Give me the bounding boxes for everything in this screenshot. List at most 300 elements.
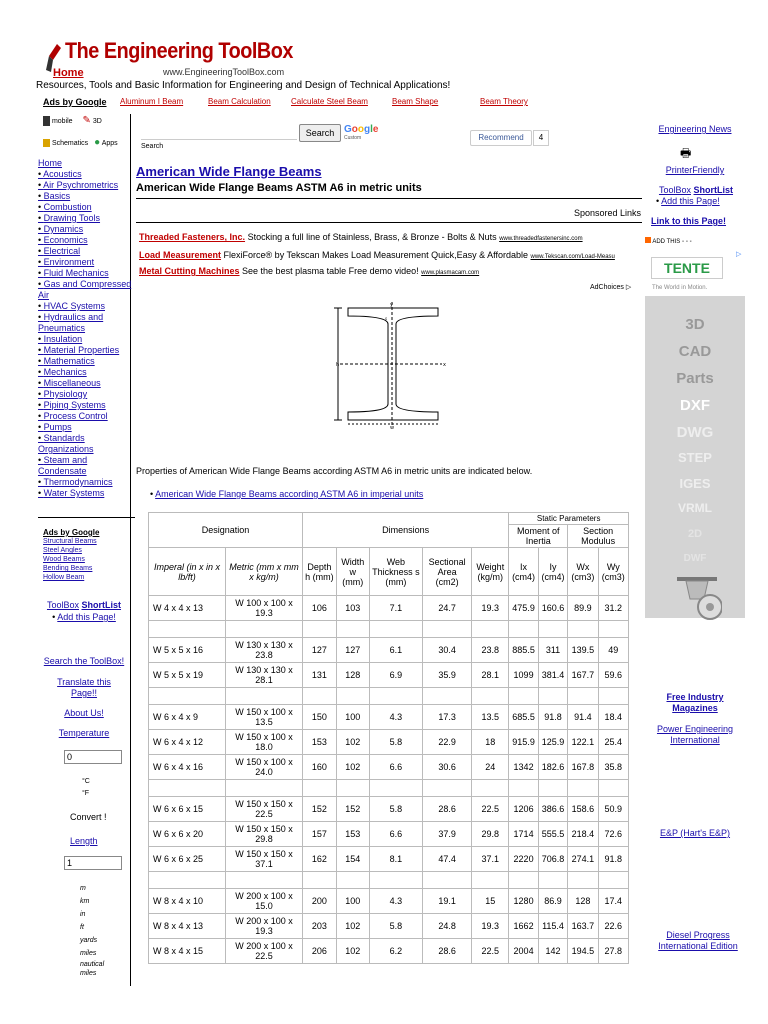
table-cell: W 150 x 100 x 13.5 (226, 705, 303, 730)
beam-table-body (149, 596, 629, 964)
table-cell: W 8 x 4 x 15 (149, 939, 226, 964)
table-cell (336, 621, 369, 638)
table-cell (423, 872, 472, 889)
nav-item[interactable]: • Process Control (38, 411, 133, 422)
svg-text:y: y (390, 302, 393, 308)
left-add-page: • Add this Page! (52, 612, 116, 622)
table-cell: W 130 x 130 x 23.8 (226, 638, 303, 663)
table-cell (598, 872, 628, 889)
col-imperial: Imperal (in x in x lb/ft) (149, 548, 226, 596)
table-cell: 139.5 (568, 638, 598, 663)
translate-link[interactable]: Translate this Page!! (57, 677, 111, 698)
ad-title-link[interactable]: Load Measurement (139, 250, 222, 260)
nav-item[interactable]: • Steam and Condensate (38, 455, 133, 477)
table-cell: 152 (336, 797, 369, 822)
unit-option[interactable]: km (80, 898, 90, 905)
table-cell: 91.4 (568, 705, 598, 730)
table-cell: 29.8 (472, 822, 509, 847)
table-spacer-row (149, 780, 629, 797)
adchoices-icon: ▷ (625, 284, 632, 291)
col-group-moment: Moment of Inertia (509, 525, 568, 548)
table-cell: 47.4 (423, 847, 472, 872)
table-cell: 19.3 (472, 914, 509, 939)
table-cell: 28.6 (423, 797, 472, 822)
table-cell: W 150 x 150 x 29.8 (226, 822, 303, 847)
svg-text:h: h (336, 362, 340, 368)
ad-format-label: 3D (685, 316, 705, 333)
table-cell (369, 780, 422, 797)
table-row (149, 889, 629, 914)
table-cell: 4.3 (369, 705, 422, 730)
table-cell: 160.6 (538, 596, 567, 621)
nav-item[interactable]: • Electrical (38, 246, 133, 257)
table-cell: W 6 x 6 x 25 (149, 847, 226, 872)
nav-item[interactable]: • Miscellaneous (38, 378, 133, 389)
ads-by-google-label[interactable]: Ads by Google (43, 97, 107, 107)
table-cell: 59.6 (598, 663, 628, 688)
left-ad-link[interactable]: Structural Beams (43, 538, 97, 545)
table-cell (598, 780, 628, 797)
table-cell: 4.3 (369, 889, 422, 914)
table-cell: W 8 x 4 x 13 (149, 914, 226, 939)
table-row (149, 730, 629, 755)
left-add-page-link[interactable]: Add this Page! (57, 612, 116, 622)
table-cell: 6.9 (369, 663, 422, 688)
table-cell: 24 (472, 755, 509, 780)
sponsored-ad-3: Metal Cutting Machines See the best plasma table Free demo video! www.plasmacam.com (139, 266, 480, 276)
table-cell: 28.6 (423, 939, 472, 964)
ad-url[interactable]: www.plasmacam.com (421, 270, 480, 276)
sponsored-links-label: Sponsored Links (574, 208, 642, 218)
site-tagline: Resources, Tools and Basic Information for Engineering and Design of Technical Applications! (36, 80, 451, 91)
col-width: Width w (mm) (336, 548, 369, 596)
tente-tagline: The World in Motion. (652, 285, 708, 291)
table-cell: 1280 (509, 889, 538, 914)
nav-item[interactable]: • Water Systems (38, 488, 133, 499)
nav-item[interactable]: • Material Properties (38, 345, 133, 356)
nav-item[interactable]: • Drawing Tools (38, 213, 133, 224)
table-cell (509, 688, 538, 705)
ad-format-label: 2D (687, 528, 703, 540)
table-cell: 685.5 (509, 705, 538, 730)
table-cell (149, 780, 226, 797)
table-cell: 35.8 (598, 755, 628, 780)
table-cell: 167.7 (568, 663, 598, 688)
nav-item[interactable]: • Environment (38, 257, 133, 268)
table-cell: 6.6 (369, 822, 422, 847)
table-cell: 5.8 (369, 730, 422, 755)
table-cell: 122.1 (568, 730, 598, 755)
convert-button[interactable]: Convert ! (70, 812, 107, 822)
table-cell (472, 872, 509, 889)
ad-link-beam-calculation[interactable]: Beam Calculation (208, 97, 271, 106)
col-depth: Depth h (mm) (303, 548, 337, 596)
table-description: Properties of American Wide Flange Beams according ASTM A6 in metric units are indicated below. (136, 466, 533, 476)
recommend-count: 4 (533, 130, 549, 146)
site-logo-title[interactable]: The Engineering ToolBox (65, 38, 293, 63)
table-cell: 37.1 (472, 847, 509, 872)
nav-item[interactable]: • Gas and Compressed Air (38, 279, 133, 301)
table-cell: 18 (472, 730, 509, 755)
table-cell: 127 (336, 638, 369, 663)
table-cell (598, 621, 628, 638)
table-row (149, 596, 629, 621)
search-button[interactable]: Search (299, 124, 341, 142)
table-spacer-row (149, 621, 629, 638)
table-cell (423, 780, 472, 797)
left-ad-link[interactable]: Hollow Beam (43, 574, 85, 581)
nav-item[interactable]: • Standards Organizations (38, 433, 133, 455)
table-cell: 100 (336, 889, 369, 914)
table-cell: W 150 x 100 x 18.0 (226, 730, 303, 755)
table-cell: 162 (303, 847, 337, 872)
table-cell: W 150 x 150 x 37.1 (226, 847, 303, 872)
col-area: Sectional Area (cm2) (423, 548, 472, 596)
table-cell: 24.8 (423, 914, 472, 939)
table-cell (149, 621, 226, 638)
col-group-dimensions: Dimensions (303, 513, 509, 548)
temperature-input[interactable] (64, 750, 122, 764)
col-metric: Metric (mm x mm x kg/m) (226, 548, 303, 596)
table-cell: 150 (303, 705, 337, 730)
ad-url[interactable]: www.threadedfastenersinc.com (499, 236, 583, 242)
table-spacer-row (149, 872, 629, 889)
nav-item[interactable]: • Mathematics (38, 356, 133, 367)
col-group-static: Static Parameters (509, 513, 629, 525)
table-cell: W 6 x 4 x 12 (149, 730, 226, 755)
recommend-button[interactable]: Recommend (470, 130, 532, 146)
nav-item[interactable]: • Economics (38, 235, 133, 246)
table-cell: 15 (472, 889, 509, 914)
diesel-progress-link[interactable]: Diesel Progress International Edition (658, 930, 738, 951)
table-cell: 103 (336, 596, 369, 621)
table-cell: 31.2 (598, 596, 628, 621)
table-cell: 102 (336, 914, 369, 939)
search-toolbox-link[interactable]: Search the ToolBox! (43, 656, 125, 666)
nav-item[interactable]: • Acoustics (38, 169, 133, 180)
table-cell: 125.9 (538, 730, 567, 755)
col-group-designation: Designation (149, 513, 303, 548)
ad-url[interactable]: www.Tekscan.com/Load-Measu (530, 254, 615, 260)
caster-wheel-icon (672, 575, 722, 625)
table-cell: 1342 (509, 755, 538, 780)
ad-link-beam-theory[interactable]: Beam Theory (480, 97, 528, 106)
table-cell (472, 621, 509, 638)
wide-flange-beam-diagram (330, 300, 455, 430)
nav-item[interactable]: • Mechanics (38, 367, 133, 378)
printer-friendly-link[interactable]: PrinterFriendly (665, 165, 725, 175)
svg-text:x: x (443, 362, 446, 368)
unit-option[interactable]: in (80, 911, 86, 918)
table-cell: 19.1 (423, 889, 472, 914)
unit-option[interactable]: ft (80, 924, 84, 931)
table-cell: W 200 x 100 x 15.0 (226, 889, 303, 914)
ad-info-icon[interactable]: ▷ (736, 251, 742, 258)
table-cell: 100 (336, 705, 369, 730)
nav-item[interactable]: • Combustion (38, 202, 133, 213)
table-cell: 18.4 (598, 705, 628, 730)
table-cell: W 6 x 4 x 16 (149, 755, 226, 780)
table-cell: 102 (336, 730, 369, 755)
site-url: www.EngineeringToolBox.com (163, 67, 285, 77)
nav-item[interactable]: • Fluid Mechanics (38, 268, 133, 279)
table-cell: W 8 x 4 x 10 (149, 889, 226, 914)
left-shortlist-link[interactable]: ShortList (81, 600, 122, 610)
table-row (149, 638, 629, 663)
imperial-units-bullet: • American Wide Flange Beams according ASTM A6 in imperial units (150, 489, 424, 499)
link-to-page (651, 216, 726, 226)
table-cell: 2004 (509, 939, 538, 964)
unit-option[interactable]: nautical miles (80, 961, 105, 977)
left-ads (43, 528, 99, 582)
table-cell: 128 (336, 663, 369, 688)
table-cell (598, 688, 628, 705)
fahrenheit-option[interactable]: °F (82, 790, 90, 797)
table-cell: 157 (303, 822, 337, 847)
table-cell: 206 (303, 939, 337, 964)
ad-link-calculate-steel-beam[interactable]: Calculate Steel Beam (291, 97, 368, 106)
table-cell: 7.1 (369, 596, 422, 621)
page-title[interactable]: American Wide Flange Beams (136, 164, 322, 179)
ad-link-aluminum-i-beam[interactable]: Aluminum I Beam (120, 97, 184, 106)
table-cell (336, 872, 369, 889)
ad-format-label: CAD (678, 343, 712, 360)
right-toolbox-link[interactable]: ToolBox (658, 185, 691, 195)
left-ad-link[interactable]: Bending Beams (43, 565, 93, 572)
ad-title-link[interactable]: Metal Cutting Machines (139, 266, 240, 276)
ad-title-link[interactable]: Threaded Fasteners, Inc. (139, 232, 246, 242)
length-link[interactable]: Length (70, 836, 98, 846)
nav-item[interactable]: • Dynamics (38, 224, 133, 235)
table-cell: 5.8 (369, 797, 422, 822)
table-cell (226, 688, 303, 705)
page-subtitle: American Wide Flange Beams ASTM A6 in metric units (136, 182, 422, 194)
ad-link-beam-shape[interactable]: Beam Shape (392, 97, 439, 106)
table-cell (472, 688, 509, 705)
table-cell: 1662 (509, 914, 538, 939)
ad-format-label: STEP (678, 450, 712, 465)
sponsored-ad-1: Threaded Fasteners, Inc. Stocking a full line of Stainless, Brass, & Bronze - Bolts & Nuts www.threadedfastenersinc.com (139, 232, 583, 242)
nav-item[interactable]: • Basics (38, 191, 133, 202)
mobile-icon[interactable] (43, 116, 50, 126)
table-row (149, 914, 629, 939)
celsius-option[interactable]: °C (82, 778, 90, 785)
table-row (149, 755, 629, 780)
temperature-link[interactable]: Temperature (58, 728, 110, 738)
3d-link[interactable]: 3D (92, 118, 102, 125)
table-cell (568, 872, 598, 889)
table-cell: 127 (303, 638, 337, 663)
schematics-link[interactable]: Schematics (51, 140, 89, 147)
table-cell: 6.2 (369, 939, 422, 964)
table-cell: W 150 x 150 x 22.5 (226, 797, 303, 822)
col-wx: Wx (cm3) (568, 548, 598, 596)
table-cell: 200 (303, 889, 337, 914)
table-row (149, 847, 629, 872)
mobile-link[interactable]: mobile (51, 118, 73, 125)
table-cell: W 130 x 130 x 28.1 (226, 663, 303, 688)
ad-format-label: VRML (678, 501, 712, 515)
table-cell: 8.1 (369, 847, 422, 872)
nav-item[interactable]: • Pumps (38, 422, 133, 433)
table-cell (369, 688, 422, 705)
power-engineering-link[interactable]: Power Engineering International (656, 724, 734, 745)
table-cell: 22.5 (472, 939, 509, 964)
table-cell: 1099 (509, 663, 538, 688)
table-cell: 35.9 (423, 663, 472, 688)
ad-format-label: DWG (676, 424, 714, 441)
table-cell: 163.7 (568, 914, 598, 939)
nav-item[interactable]: • HVAC Systems (38, 301, 133, 312)
table-cell (149, 872, 226, 889)
table-cell: 555.5 (538, 822, 567, 847)
table-cell: W 6 x 6 x 20 (149, 822, 226, 847)
about-us-link[interactable]: About Us! (64, 708, 104, 718)
table-cell (226, 621, 303, 638)
home-link[interactable]: Home (53, 67, 84, 79)
table-row (149, 797, 629, 822)
table-cell: 17.4 (598, 889, 628, 914)
left-ad-link[interactable]: Wood Beams (43, 556, 85, 563)
length-input[interactable] (64, 856, 122, 870)
table-cell (369, 872, 422, 889)
table-cell: 182.6 (538, 755, 567, 780)
table-cell: 1206 (509, 797, 538, 822)
table-cell (303, 621, 337, 638)
col-ix: Ix (cm4) (509, 548, 538, 596)
table-cell: 153 (303, 730, 337, 755)
left-toolbox-link[interactable]: ToolBox (46, 600, 79, 610)
table-cell: 91.8 (598, 847, 628, 872)
table-row (149, 822, 629, 847)
table-cell: W 200 x 100 x 22.5 (226, 939, 303, 964)
search-input[interactable] (141, 126, 300, 142)
table-cell: 2220 (509, 847, 538, 872)
table-cell: 311 (538, 638, 567, 663)
table-cell: 203 (303, 914, 337, 939)
col-group-section: Section Modulus (568, 525, 629, 548)
table-spacer-row (149, 688, 629, 705)
right-add-page-link[interactable]: Add this Page! (661, 196, 720, 206)
table-cell (472, 780, 509, 797)
apps-icon[interactable]: ● (94, 137, 101, 148)
left-ads-title[interactable]: Ads by Google (43, 528, 100, 537)
left-separator (38, 517, 135, 518)
table-cell: 142 (538, 939, 567, 964)
table-cell: 128 (568, 889, 598, 914)
table-cell: 27.8 (598, 939, 628, 964)
tente-logo: TENTE (651, 257, 723, 279)
table-cell: 381.4 (538, 663, 567, 688)
schematics-icon[interactable] (43, 139, 50, 147)
table-cell (538, 872, 567, 889)
table-cell: 49 (598, 638, 628, 663)
table-cell: W 5 x 5 x 16 (149, 638, 226, 663)
table-cell: 86.9 (538, 889, 567, 914)
free-magazines-link[interactable]: Free Industry Magazines (666, 692, 724, 713)
unit-option[interactable]: yards (80, 937, 98, 944)
ad-format-label: IGES (679, 476, 711, 491)
table-row (149, 663, 629, 688)
table-cell: 274.1 (568, 847, 598, 872)
table-cell: 153 (336, 822, 369, 847)
imperial-units-link[interactable]: American Wide Flange Beams according ASTM A6 in imperial units (155, 489, 424, 499)
3d-icon[interactable]: ✎ (82, 115, 91, 126)
table-cell: 706.8 (538, 847, 567, 872)
table-cell: 194.5 (568, 939, 598, 964)
table-cell: 24.7 (423, 596, 472, 621)
sponsored-rule (136, 222, 642, 223)
ad-format-label: DXF (680, 397, 710, 414)
table-cell: 17.3 (423, 705, 472, 730)
nav-item[interactable]: • Air Psychrometrics (38, 180, 133, 191)
table-cell (538, 688, 567, 705)
ad-format-label: Parts (676, 370, 714, 387)
nav-item[interactable]: • Piping Systems (38, 400, 133, 411)
table-cell: 386.6 (538, 797, 567, 822)
sponsored-ad-2: Load Measurement FlexiForce® by Tekscan Makes Load Measurement Quick,Easy & Affordable www.Tekscan.com/Load-Measu (139, 250, 615, 260)
nav-item[interactable]: • Physiology (38, 389, 133, 400)
table-cell: 915.9 (509, 730, 538, 755)
nav-item[interactable]: • Hydraulics and Pneumatics (38, 312, 133, 334)
nav-item[interactable]: • Thermodynamics (38, 477, 133, 488)
table-cell (509, 872, 538, 889)
table-row (149, 939, 629, 964)
nav-home[interactable]: Home (38, 158, 63, 168)
right-shortlist (642, 185, 750, 195)
unit-option[interactable]: miles (80, 950, 97, 957)
table-cell: 106 (303, 596, 337, 621)
table-cell: 30.6 (423, 755, 472, 780)
table-cell: 25.4 (598, 730, 628, 755)
table-cell (226, 872, 303, 889)
table-cell (509, 621, 538, 638)
table-cell: W 6 x 6 x 15 (149, 797, 226, 822)
svg-text:w: w (390, 425, 395, 430)
search-label: Search (141, 143, 164, 150)
right-shortlist-link[interactable]: ShortList (693, 185, 734, 195)
table-row (149, 705, 629, 730)
adchoices-link[interactable]: AdChoices ▷ (590, 284, 632, 291)
table-cell (423, 621, 472, 638)
addthis-widget[interactable]: ADD THIS ▪ ▪ ▪ (645, 237, 692, 245)
col-wy: Wy (cm3) (598, 548, 628, 596)
table-cell: 28.1 (472, 663, 509, 688)
table-cell: 22.5 (472, 797, 509, 822)
apps-link[interactable]: Apps (101, 140, 118, 147)
table-cell: 19.3 (472, 596, 509, 621)
table-cell (336, 780, 369, 797)
length-units (80, 882, 120, 978)
ep-harts-link[interactable]: E&P (Hart's E&P) (659, 828, 731, 838)
table-cell (568, 621, 598, 638)
table-cell: 167.8 (568, 755, 598, 780)
link-to-page-link[interactable]: Link to this Page! (651, 216, 727, 226)
left-shortlist (38, 600, 130, 610)
unit-option[interactable]: m (80, 885, 86, 892)
table-cell (568, 688, 598, 705)
table-cell: W 4 x 4 x 13 (149, 596, 226, 621)
table-cell: 50.9 (598, 797, 628, 822)
table-cell (538, 621, 567, 638)
col-iy: Iy (cm4) (538, 548, 567, 596)
table-cell: 30.4 (423, 638, 472, 663)
table-cell: 6.1 (369, 638, 422, 663)
nav-item[interactable]: • Insulation (38, 334, 133, 345)
printer-icon[interactable]: 🖶 (680, 146, 692, 160)
left-ad-link[interactable]: Steel Angles (43, 547, 82, 554)
engineering-news-link[interactable]: Engineering News (658, 124, 732, 134)
